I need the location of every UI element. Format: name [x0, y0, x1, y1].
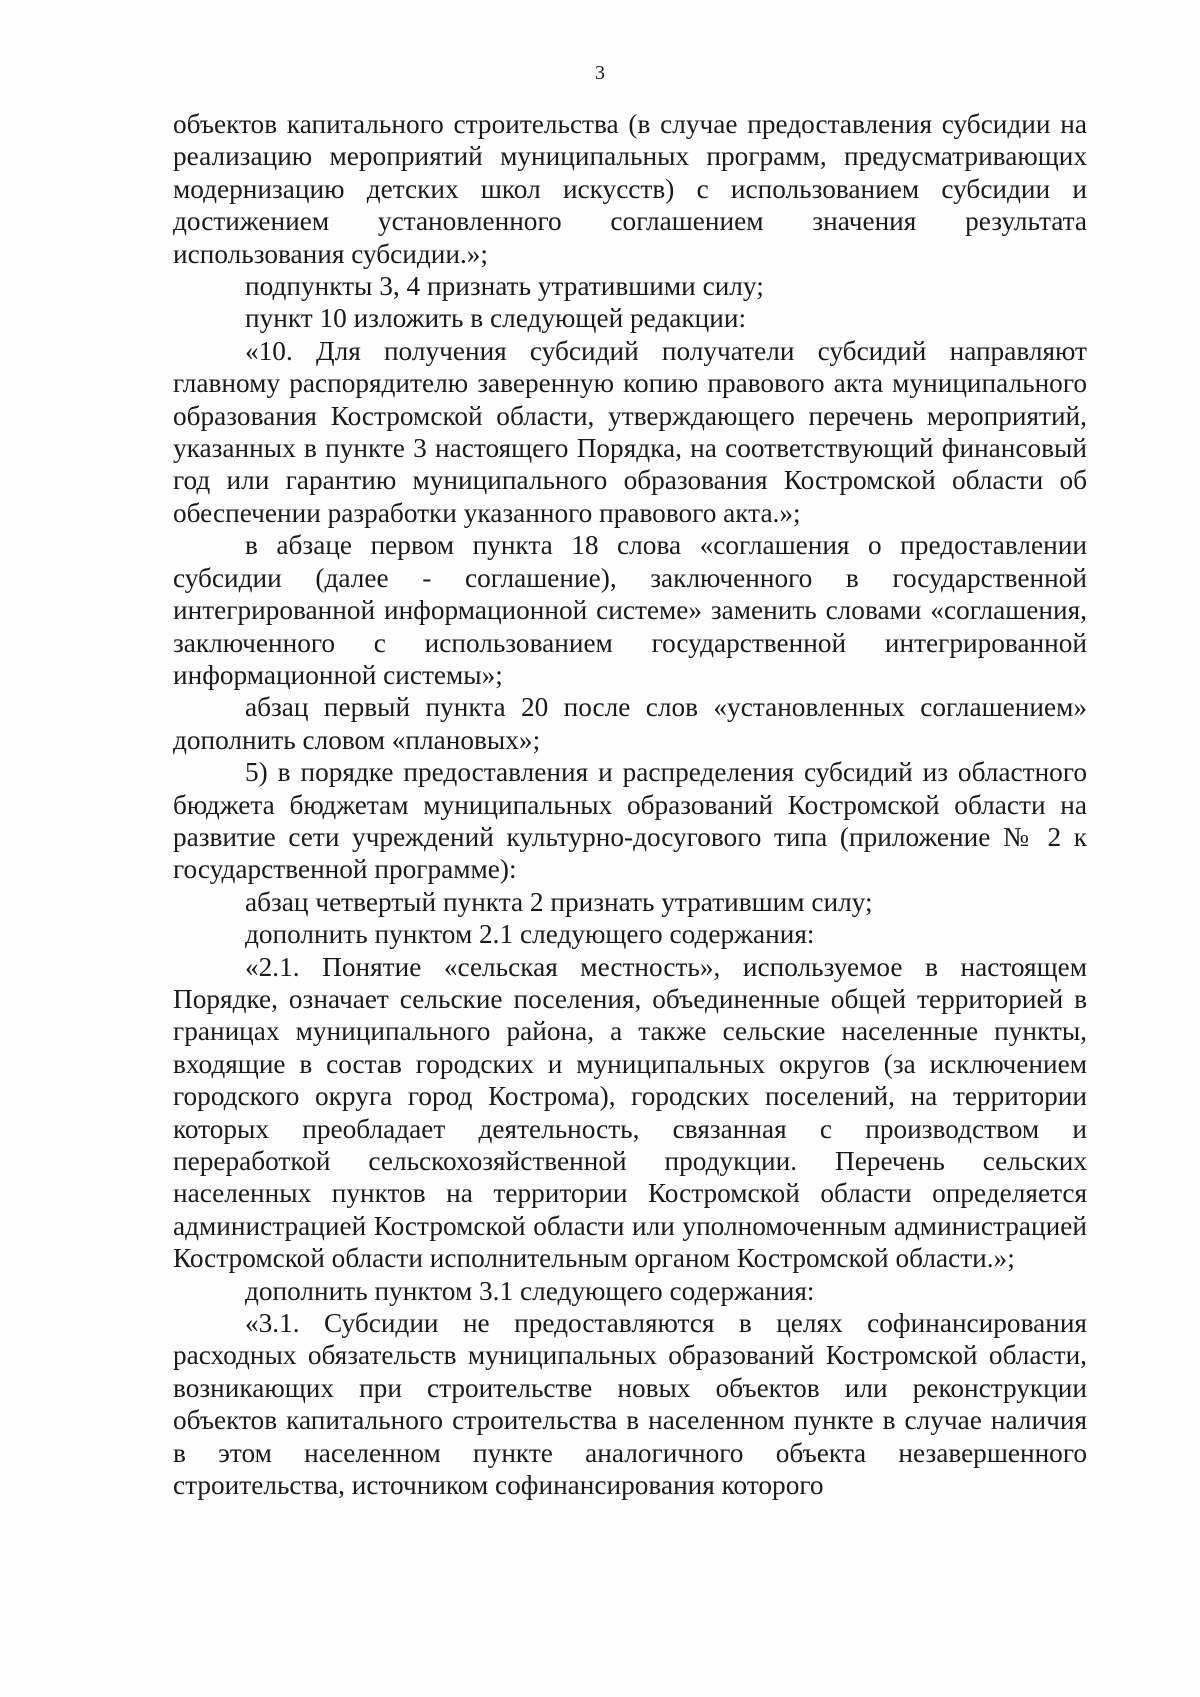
- paragraph: в абзаце первом пункта 18 слова «соглашения о предоставлении субсидии (далее - соглашение), заключенного в государственной интегрированной информационной системе» заменить словами «соглашения, заключенного с использованием государственной интегрированной информационной системы»;: [173, 530, 1087, 690]
- paragraph: «2.1. Понятие «сельская местность», используемое в настоящем Порядке, означает сельские поселения, объединенные общей территорией в границах муниципального района, а также сельские населенные пункты, входящие в состав городских и муниципальных округов (за исключением городского округа город Кострома), городских поселений, на территории которых преобладает деятельность, связанная с производством и переработкой сельскохозяйственной продукции. Перечень сельских населенных пунктов на территории Костромской области определяется администрацией Костромской области или уполномоченным администрацией Костромской области исполнительным органом Костромской области.»;: [173, 951, 1087, 1274]
- paragraph: дополнить пунктом 3.1 следующего содержания:: [245, 1275, 815, 1306]
- paragraph: абзац четвертый пункта 2 признать утратившим силу;: [245, 886, 873, 917]
- document-body: [173, 108, 1087, 1501]
- paragraph: 5) в порядке предоставления и распределения субсидий из областного бюджета бюджетам муниципальных образований Костромской области на развитие сети учреждений культурно-досугового типа (приложение № 2 к государственной программе):: [173, 757, 1087, 885]
- paragraph: подпункты 3, 4 признать утратившими силу;: [245, 271, 764, 302]
- paragraph: объектов капитального строительства (в случае предоставления субсидии на реализацию мероприятий муниципальных программ, предусматривающих модернизацию детских школ искусств) с использованием субсидии и достижением установленного соглашением значения результата использования субсидии.»;: [173, 109, 1087, 269]
- paragraph: пункт 10 изложить в следующей редакции:: [245, 303, 747, 334]
- paragraph: дополнить пунктом 2.1 следующего содержания:: [245, 919, 815, 950]
- paragraph: абзац первый пункта 20 после слов «установленных соглашением» дополнить словом «плановых»;: [173, 692, 1087, 755]
- page-number: 3: [595, 62, 605, 84]
- paragraph: «10. Для получения субсидий получатели субсидий направляют главному распорядителю заверенную копию правового акта муниципального образования Костромской области, утверждающего перечень мероприятий, указанных в пункте 3 настоящего Порядка, на соответствующий финансовый год или гарантию муниципального образования Костромской области об обеспечении разработки указанного правового акта.»;: [173, 335, 1087, 528]
- paragraph: «3.1. Субсидии не предоставляются в целях софинансирования расходных обязательств муниципальных образований Костромской области, возникающих при строительстве новых объектов или реконструкции объектов капитального строительства в населенном пункте в случае наличия в этом населенном пункте аналогичного объекта незавершенного строительства, источником софинансирования которого: [173, 1308, 1087, 1501]
